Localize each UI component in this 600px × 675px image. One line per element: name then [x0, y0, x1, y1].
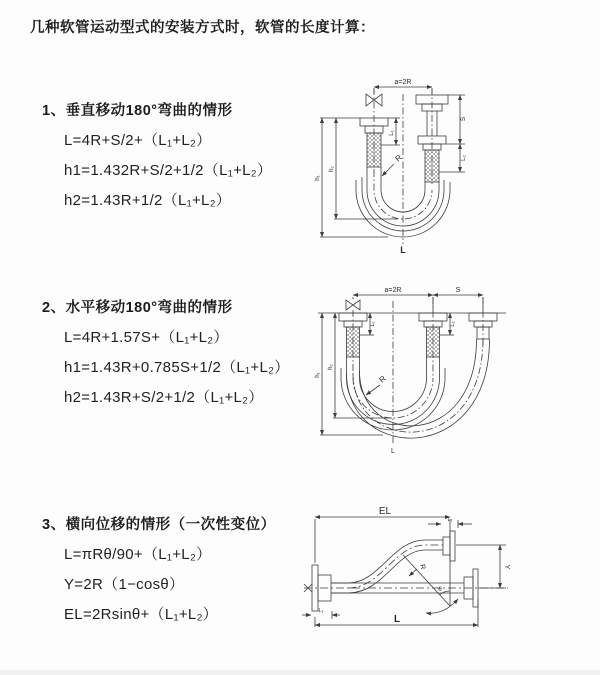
radius-leader — [382, 164, 394, 176]
formula-Y: Y=2R（1−cosθ） — [64, 576, 185, 593]
formula-L: L=4R+S/2+（L₁+L₂） — [64, 132, 212, 149]
dim-label-theta: θ — [438, 587, 442, 593]
dimension-h2 — [333, 313, 392, 418]
length-label: L — [400, 245, 406, 255]
dim-label-l1: L₁ — [389, 130, 395, 136]
dim-label-l1-top: L₁ — [447, 517, 453, 523]
diagram-vertical-180-bend — [308, 72, 598, 257]
formula-h1: h1=1.432R+S/2+1/2（L₁+L₂） — [64, 162, 273, 179]
section-horizontal-move — [42, 293, 290, 413]
section-lateral-displacement — [42, 510, 276, 630]
length-label: L — [391, 448, 395, 455]
valve-icon — [346, 300, 360, 310]
formula-h2: h2=1.43R+1/2（L₁+L₂） — [64, 192, 232, 209]
dim-label-h2: h₂ — [328, 364, 334, 370]
radius-label: R — [418, 563, 427, 571]
dim-label-l2: L₂ — [450, 321, 456, 327]
dimension-a-2r — [374, 87, 432, 93]
section-2-heading: 2、水平移动180°弯曲的情形 — [42, 300, 233, 316]
length-label: L — [393, 614, 401, 625]
diagram-lateral-displacement — [300, 503, 600, 655]
formula-h1: h1=1.43R+0.785S+1/2（L₁+L₂） — [64, 359, 290, 376]
formula-L: L=4R+1.57S+（L₁+L₂） — [64, 329, 229, 346]
page-bottom-edge — [0, 670, 600, 675]
formula-EL: EL=2Rsinθ+（L₁+L₂） — [64, 606, 218, 623]
dim-label-a2r: a=2R — [394, 79, 412, 86]
dim-label-h1: h₁ — [315, 372, 321, 378]
dim-label-h2: h₂ — [329, 166, 335, 172]
radius-label: R — [393, 152, 404, 164]
dim-label-l1-left: L₁ — [318, 608, 324, 614]
dim-label-s: S — [460, 116, 467, 122]
top-flange-displaced — [443, 531, 455, 561]
hose-u-bend-displaced — [347, 339, 490, 438]
dim-label-a2r: a=2R — [384, 287, 402, 294]
dimension-y — [456, 545, 506, 588]
radius-leader — [409, 569, 417, 576]
dim-label-y: Y — [503, 564, 510, 570]
dim-label-el: EL — [378, 506, 392, 517]
diagram-horizontal-180-bend — [308, 283, 598, 463]
section-vertical-move — [42, 96, 272, 216]
formula-h2: h2=1.43R+S/2+1/2（L₁+L₂） — [64, 389, 264, 406]
dim-label-l1: L₁ — [370, 321, 376, 327]
formula-L: L=πRθ/90+（L₁+L₂） — [64, 546, 212, 563]
dim-label-h1: h₁ — [315, 175, 321, 181]
radius-leader — [366, 385, 380, 395]
section-1-heading: 1、垂直移动180°弯曲的情形 — [42, 103, 233, 119]
dim-label-l2: L₂ — [461, 155, 467, 161]
page-title: 几种软管运动型式的安装方式时，软管的长度计算： — [30, 20, 375, 36]
radius-label: R — [377, 373, 388, 385]
dim-label-s: S — [455, 287, 461, 294]
section-3-heading: 3、横向位移的情形（一次性变位） — [42, 517, 276, 533]
